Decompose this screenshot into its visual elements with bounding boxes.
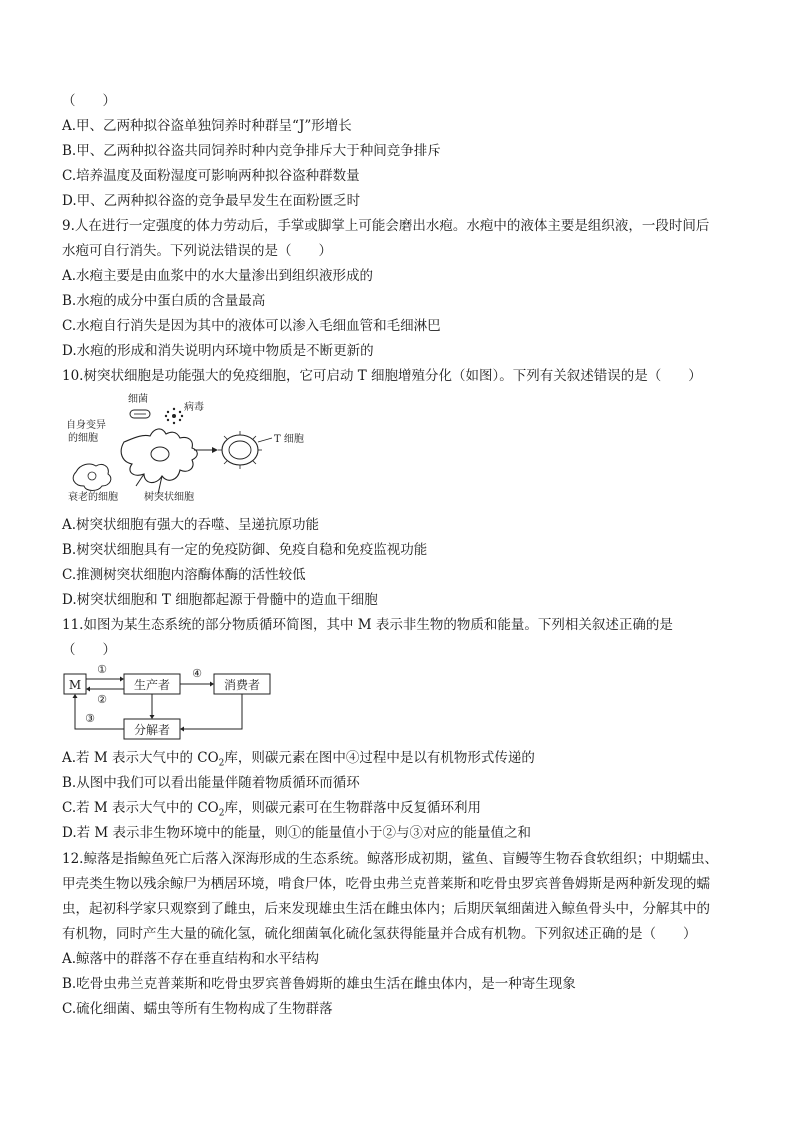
q11-stem: 11.如图为某生态系统的部分物质循环简图，其中 M 表示非生物的物质和能量。下列相关叙述正确的是 bbox=[62, 617, 673, 633]
q12-option-c: C.硫化细菌、蠕虫等所有生物构成了生物群落 bbox=[62, 1001, 333, 1017]
q11-paren: （ ） bbox=[62, 642, 116, 658]
q11-option-c: C.若 M 表示大气中的 $CO_2$库，则碳元素可在生物群落中反复循环利用 bbox=[62, 800, 481, 819]
label-tcell: T 细胞 bbox=[274, 434, 304, 445]
q12-stem-line4: 有机物，同时产生大量的硫化氢，硫化细菌氧化硫化氢获得能量并合成有机物。下列叙述正确的是（ ） bbox=[62, 926, 697, 942]
q9-option-c: C.水疱自行消失是因为其中的液体可以渗入毛细血管和毛细淋巴 bbox=[62, 318, 441, 334]
label-mutant-cell-2: 的细胞 bbox=[68, 433, 98, 444]
dendritic-cell-diagram bbox=[62, 390, 322, 505]
q9-option-a: A.水疱主要是由血浆中的水大量渗出到组织液形成的 bbox=[62, 268, 374, 284]
q10-stem: 10.树突状细胞是功能强大的免疫细胞，它可启动 T 细胞增殖分化（如图）。下列有关叙述错误的是（ ） bbox=[62, 368, 702, 384]
dendritic-nucleus bbox=[151, 447, 169, 461]
q10-option-c: C.推测树突状细胞内溶酶体酶的活性较低 bbox=[62, 567, 306, 583]
q12-stem-line3: 虫，起初科学家只观察到了雌虫，后来发现雄虫生活在雌虫体内；后期厌氧细菌进入鲸鱼骨头中，分解其中的 bbox=[62, 901, 710, 917]
q8-option-b: B.甲、乙两种拟谷盗共同饲养时种内竞争排斥大于种间竞争排斥 bbox=[62, 143, 441, 159]
label-mutant-cell-1: 自身变异 bbox=[66, 420, 106, 431]
q8-option-a: A.甲、乙两种拟谷盗单独饲养时种群呈“J”形增长 bbox=[62, 118, 352, 134]
q12-stem-line1: 12.鲸落是指鲸鱼死亡后落入深海形成的生态系统。鲸落形成初期，鲨鱼、盲鳗等生物吞食软组织；中期蠕虫、 bbox=[62, 851, 718, 867]
q9-stem-line1: 9.人在进行一定强度的体力劳动后，手掌或脚掌上可能会磨出水疱。水疱中的液体主要是组织液，一段时间后 bbox=[62, 218, 710, 234]
tcell-shape bbox=[222, 435, 258, 465]
label-n1: ① bbox=[97, 664, 107, 676]
dendritic-cell-shape bbox=[121, 429, 197, 483]
label-bacteria: 细菌 bbox=[128, 394, 148, 405]
q8-paren: （ ） bbox=[62, 93, 116, 109]
q8-option-c: C.培养温度及面粉湿度可影响两种拟谷盗种群数量 bbox=[62, 168, 360, 184]
carbon-cycle-diagram bbox=[62, 664, 282, 744]
q11-option-a: A.若 M 表示大气中的 $CO_2$库，则碳元素在图中④过程中是以有机物形式传递的 bbox=[62, 750, 535, 769]
q9-option-b: B.水疱的成分中蛋白质的含量最高 bbox=[62, 293, 266, 309]
q10-option-b: B.树突状细胞具有一定的免疫防御、免疫自稳和免疫监视功能 bbox=[62, 542, 428, 558]
q11-option-d: D.若 M 表示非生物环境中的能量，则①的能量值小于②与③对应的能量值之和 bbox=[62, 825, 532, 841]
q9-option-d: D.水疱的形成和消失说明内环境中物质是不断更新的 bbox=[62, 343, 374, 359]
aged-cell-shape bbox=[73, 464, 111, 491]
q12-option-a: A.鲸落中的群落不存在垂直结构和水平结构 bbox=[62, 951, 320, 967]
label-n3: ③ bbox=[85, 712, 95, 725]
label-n4: ④ bbox=[192, 667, 202, 680]
label-aged-cell: 衰老的细胞 bbox=[68, 492, 118, 503]
label-virus: 病毒 bbox=[184, 402, 204, 413]
arrow-consumer-decomposer bbox=[184, 694, 242, 729]
label-consumer: 消费者 bbox=[223, 678, 261, 692]
q12-option-b: B.吃骨虫弗兰克普莱斯和吃骨虫罗宾普鲁姆斯的雄虫生活在雌虫体内，是一种寄生现象 bbox=[62, 976, 576, 992]
label-decomposer: 分解者 bbox=[133, 723, 171, 737]
q9-stem-line2: 水疱可自行消失。下列说法错误的是（ ） bbox=[62, 243, 332, 259]
label-m: M bbox=[68, 678, 82, 692]
label-n2: ② bbox=[97, 693, 107, 706]
q10-option-d: D.树突状细胞和 T 细胞都起源于骨髓中的造血干细胞 bbox=[62, 592, 378, 608]
q12-stem-line2: 甲壳类生物以残余鲸尸为栖居环境，啃食尸体，吃骨虫弗兰克普莱斯和吃骨虫罗宾普鲁姆斯是两种新发现的蠕 bbox=[62, 876, 710, 892]
virus-shape bbox=[165, 408, 183, 424]
label-producer: 生产者 bbox=[133, 678, 171, 692]
q11-option-b: B.从图中我们可以看出能量伴随着物质循环而循环 bbox=[62, 775, 360, 791]
q8-option-d: D.甲、乙两种拟谷盗的竞争最早发生在面粉匮乏时 bbox=[62, 193, 361, 209]
label-dendritic-cell: 树突状细胞 bbox=[144, 492, 194, 503]
q10-option-a: A.树突状细胞有强大的吞噬、呈递抗原功能 bbox=[62, 517, 320, 533]
